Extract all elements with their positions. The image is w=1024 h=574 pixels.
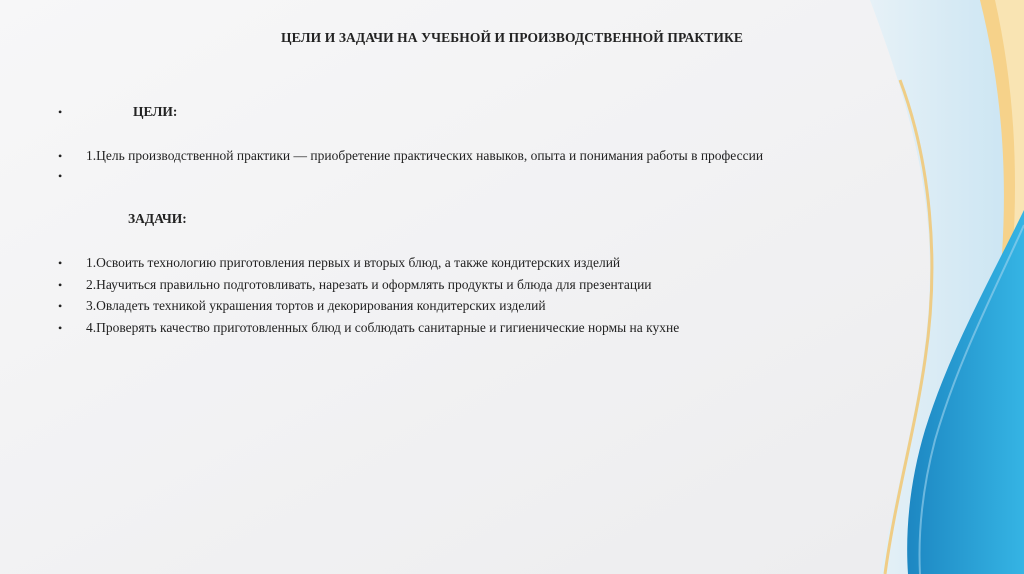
tasks-heading: ЗАДАЧИ: (128, 211, 187, 226)
task-item: 2.Научиться правильно подготовливать, нарезать и оформлять продукты и блюда для презентации (86, 277, 652, 292)
bullet: • (58, 299, 63, 313)
bullet: • (58, 105, 63, 119)
task-item: 1.Освоить технологию приготовления первых и вторых блюд, а также кондитерских изделий (86, 255, 621, 270)
bullet: • (58, 169, 63, 183)
task-item: 4.Проверять качество приготовленных блюд и соблюдать санитарные и гигиенические нормы на кухне (86, 320, 680, 335)
bullet: • (58, 321, 63, 335)
task-item: 3.Овладеть техникой украшения тортов и декорирования кондитерских изделий (86, 298, 546, 313)
goals-heading: ЦЕЛИ: (133, 104, 178, 119)
bullet: • (58, 278, 63, 292)
bullet: • (58, 149, 63, 163)
bullet: • (58, 256, 63, 270)
slide-title: ЦЕЛИ И ЗАДАЧИ НА УЧЕБНОЙ И ПРОИЗВОДСТВЕННОЙ ПРАКТИКЕ (280, 30, 744, 45)
goal-item: 1.Цель производственной практики — приобретение практических навыков, опыта и понимания работы в профессии (86, 148, 764, 163)
